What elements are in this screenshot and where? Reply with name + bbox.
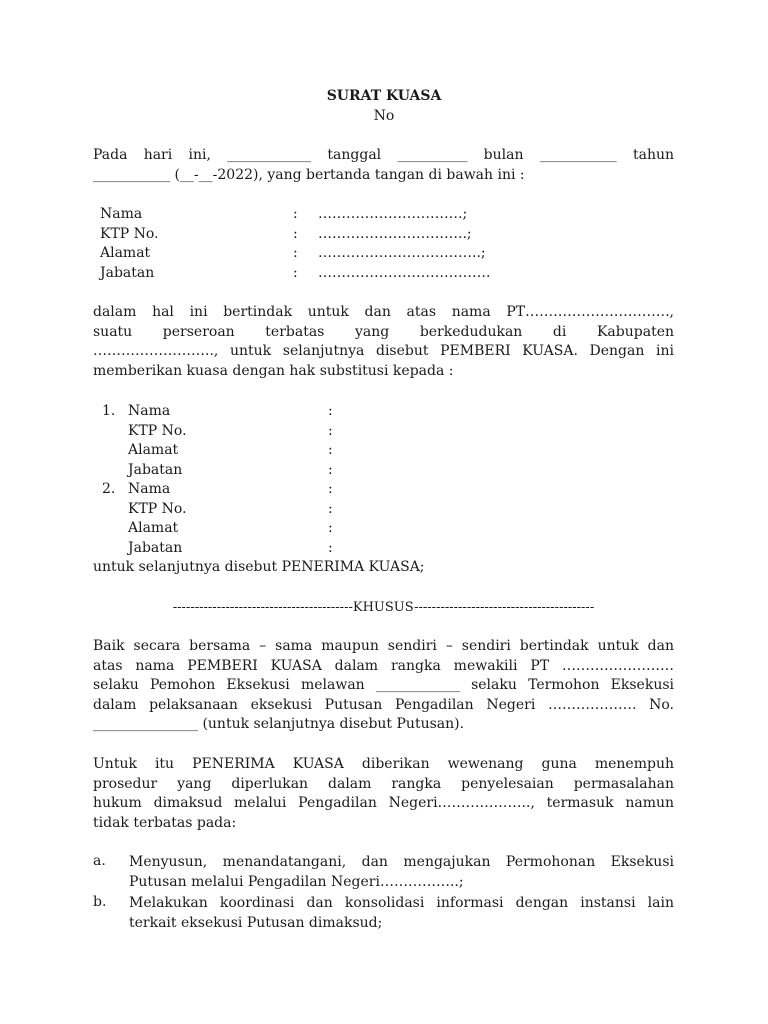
field-value: ………………………………. xyxy=(318,265,491,281)
grantee-closing-text: untuk selanjutnya disebut PENERIMA KUASA; xyxy=(93,559,425,575)
authority-line-4: tidak terbatas pada: xyxy=(93,814,237,831)
grantee-1-field-address xyxy=(128,442,348,462)
special-line-1: Baik secara bersama – sama maupun sendiri – sendiri bertindak untuk dan xyxy=(93,638,674,654)
scope-item-b-line-2: terkait eksekusi Putusan dimaksud; xyxy=(129,914,383,931)
scope-item-b xyxy=(129,894,674,933)
field-label: Nama xyxy=(128,403,171,419)
document-title: SURAT KUASA xyxy=(326,88,442,104)
grantee-2-field-position xyxy=(128,540,348,560)
field-colon: : xyxy=(328,501,333,517)
grantee-1-field-name xyxy=(128,403,348,423)
grantor-field-name xyxy=(100,206,520,226)
field-value: ……………………………..; xyxy=(318,245,486,261)
authority-line-1: Untuk itu PENERIMA KUASA diberikan wewenang guna menempuh xyxy=(93,756,674,772)
grantee-1-marker: 1. xyxy=(102,403,116,419)
scope-item-a xyxy=(129,853,674,892)
field-label: Jabatan xyxy=(128,540,183,556)
acting-paragraph xyxy=(93,303,674,381)
field-colon: : xyxy=(293,265,298,281)
month-blank: ___________ xyxy=(539,147,617,163)
field-label: Nama xyxy=(128,481,171,497)
grantee-2-field-name xyxy=(128,481,348,501)
special-line-4: dalam pelaksanaan eksekusi Putusan Pengadilan Negeri ………………. No. xyxy=(93,696,674,713)
acting-line-1: dalam hal ini bertindak untuk dan atas nama PT…………………………., xyxy=(93,304,674,320)
field-colon: : xyxy=(328,481,333,497)
intro-text-3: bulan xyxy=(467,147,540,163)
grantor-field-ktp xyxy=(100,226,520,246)
grantor-field-position xyxy=(100,265,520,285)
intro-line-2: ___________ (__-__-2022), yang bertanda tangan di bawah ini : xyxy=(93,166,525,183)
acting-line-3: …………………….., untuk selanjutnya disebut PEMBERI KUASA. Dengan ini xyxy=(93,343,674,360)
intro-line-1 xyxy=(93,146,674,166)
field-colon: : xyxy=(328,520,333,536)
field-label: KTP No. xyxy=(128,423,187,439)
document-number-label: No xyxy=(373,108,395,124)
field-label: Nama xyxy=(100,206,143,222)
special-line-3: selaku Pemohon Eksekusi melawan ____________ selaku Termohon Eksekusi xyxy=(93,677,674,694)
field-value: …………………………..; xyxy=(318,226,472,242)
scope-item-a-marker: a. xyxy=(93,853,106,869)
field-label: Alamat xyxy=(100,245,151,261)
field-colon: : xyxy=(328,540,333,556)
section-divider-khusus: -----------------------------------------KHUSUS----------------------------------------- xyxy=(172,600,595,615)
field-label: Alamat xyxy=(128,520,179,536)
authority-paragraph xyxy=(93,755,674,833)
scope-item-b-marker: b. xyxy=(93,894,107,910)
grantee-2-field-address xyxy=(128,520,348,540)
acting-line-2: suatu perseroan terbatas yang berkedudukan di Kabupaten xyxy=(93,323,674,340)
field-colon: : xyxy=(328,403,333,419)
field-label: KTP No. xyxy=(128,501,187,517)
grantor-field-address xyxy=(100,245,520,265)
field-colon: : xyxy=(328,423,333,439)
grantee-2-field-ktp xyxy=(128,501,348,521)
field-colon: : xyxy=(293,206,298,222)
intro-text-2: tanggal xyxy=(311,147,398,163)
field-colon: : xyxy=(293,245,298,261)
day-blank: ____________ xyxy=(227,147,312,163)
scope-item-b-line-1: Melakukan koordinasi dan konsolidasi informasi dengan instansi lain xyxy=(129,895,674,911)
date-blank: __________ xyxy=(397,147,468,163)
authority-line-2: prosedur yang diperlukan dalam rangka penyelesaian permasalahan xyxy=(93,775,674,792)
intro-paragraph xyxy=(93,146,674,185)
field-label: Jabatan xyxy=(128,462,183,478)
grantee-closing xyxy=(93,559,493,579)
special-line-5: _______________ (untuk selanjutnya disebut Putusan). xyxy=(93,716,465,733)
field-colon: : xyxy=(328,442,333,458)
field-colon: : xyxy=(328,462,333,478)
special-paragraph xyxy=(93,637,674,735)
intro-text-4: tahun xyxy=(616,147,674,163)
field-value: ………………………….; xyxy=(318,206,468,222)
special-line-2: atas nama PEMBERI KUASA dalam rangka mewakili PT …………………… xyxy=(93,657,674,674)
intro-text-1: Pada hari ini, xyxy=(93,147,228,163)
scope-item-a-line-1: Menyusun, menandatangani, dan mengajukan Permohonan Eksekusi xyxy=(129,854,674,870)
field-label: Alamat xyxy=(128,442,179,458)
authority-line-3: hukum dimaksud melalui Pengadilan Negeri……………….., termasuk namun xyxy=(93,795,674,812)
field-colon: : xyxy=(293,226,298,242)
field-label: Jabatan xyxy=(100,265,155,281)
grantee-2-marker: 2. xyxy=(102,481,116,497)
field-label: KTP No. xyxy=(100,226,159,242)
scope-item-a-line-2: Putusan melalui Pengadilan Negeri……………..; xyxy=(129,873,464,890)
grantee-1-field-position xyxy=(128,462,348,482)
acting-line-4: memberikan kuasa dengan hak substitusi kepada : xyxy=(93,362,454,379)
grantee-1-field-ktp xyxy=(128,423,348,443)
